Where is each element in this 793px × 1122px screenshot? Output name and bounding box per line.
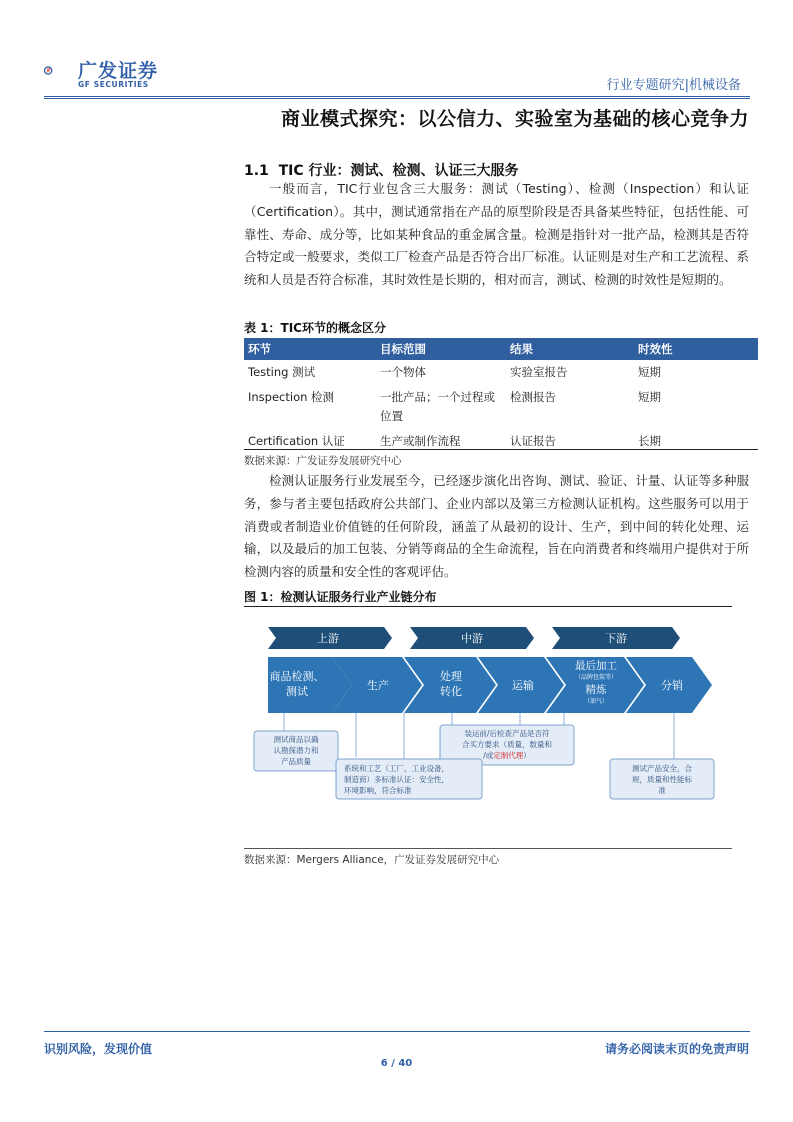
table-bottom-rule [244, 449, 758, 450]
note-text: 环境影响，符合标准 [344, 786, 412, 795]
note-text: 系统和工艺（工厂，工业设备， [344, 764, 449, 773]
tic-table [244, 338, 758, 454]
footer-slogan: 识别风险，发现价值 [44, 1042, 153, 1056]
logo-text-cn: 广发证券 [78, 60, 159, 82]
step-label: 生产 [367, 679, 389, 692]
step-label: 最后加工 [575, 660, 617, 672]
step-label: 测试 [286, 685, 308, 698]
stage-label: 中游 [461, 632, 483, 645]
figure-source: 数据来源：Mergers Alliance，广发证券发展研究中心 [244, 854, 500, 866]
note-text: 准 [658, 786, 666, 795]
report-category: 行业专题研究|机械设备 [606, 78, 741, 93]
table-row [244, 385, 758, 429]
paragraph-1 [244, 178, 749, 292]
page-number: 6 / 40 [380, 1058, 413, 1069]
table-header-cell: 目标范围 [376, 338, 506, 360]
step-label: 分销 [661, 679, 683, 692]
table-cell: 长期 [638, 434, 661, 448]
section-number: 1.1 [244, 163, 269, 179]
note-text: 测试产品安全，合 [632, 764, 692, 773]
step-label: 处理 [440, 670, 462, 683]
section-heading [244, 160, 518, 180]
footer-divider [44, 1031, 750, 1032]
paragraph-2-text: 检测认证服务行业发展至今，已经逐步演化出咨询、测试、验证、计量、认证等多种服务，参与者主要包括政府公共部门、企业内部以及第三方检测认证机构。这些服务可以用于消费或者制造业价值链的任何阶段，涵盖了从最初的设计、生产，到中间的转化处理、运输，以及最后的加工包装、分销等商品的全生命流程，旨在向消费者和终端用户提供对于所检测内容的质量和安全性的客观评估。 [244, 473, 749, 580]
note-text: ） [523, 751, 531, 760]
value-chain-diagram [244, 609, 732, 847]
step-label: 转化 [440, 685, 462, 698]
stage-label: 下游 [605, 632, 627, 645]
table-header-cell: 环节 [244, 338, 376, 360]
table-cell: 一批产品；一个过程或位置 [380, 390, 495, 423]
figure-caption: 图 1：检测认证服务行业产业链分布 [244, 590, 437, 604]
table-cell: 短期 [638, 390, 661, 404]
gf-logo-icon [44, 55, 76, 87]
note-text: 合买方要求（质量，数量和 [462, 740, 552, 749]
table-cell: 实验室报告 [510, 365, 568, 379]
step-label: 运输 [512, 679, 534, 692]
logo-text-en: GF SECURITIES [78, 80, 149, 89]
step-label-small: （油气） [583, 698, 609, 705]
table-cell: 短期 [638, 365, 661, 379]
section-title: TIC 行业：测试、检测、认证三大服务 [278, 163, 519, 179]
table-cell: Certification 认证 [248, 434, 345, 448]
table-header-row [244, 338, 758, 360]
table-caption: 表 1：TIC环节的概念区分 [244, 321, 386, 335]
header-divider-2 [44, 98, 750, 99]
step-label: 精炼 [585, 684, 607, 696]
note-text-line3 [483, 750, 531, 760]
table-row [244, 429, 758, 454]
step-label-small: （品牌包装等） [574, 674, 618, 681]
note-text: 认勘探潜力和 [273, 746, 319, 755]
note-text: 测试商品以确 [273, 735, 319, 744]
footer-disclaimer: 请务必阅读末页的免责声明 [604, 1042, 749, 1056]
note-text-highlight: 定制代理 [493, 751, 524, 760]
table-cell: 生产或制作流程 [380, 434, 461, 448]
figure-top-rule [244, 606, 732, 607]
table-source: 数据来源：广发证券发展研究中心 [244, 455, 402, 467]
table-row [244, 360, 758, 385]
table-cell: 一个物体 [380, 365, 426, 379]
table-cell: Inspection 检测 [248, 390, 335, 404]
table-cell: 认证报告 [510, 434, 556, 448]
note-text: 制造商）多标准认证：安全性， [344, 775, 449, 784]
page-title: 商业模式探究：以公信力、实验室为基础的核心竞争力 [280, 108, 749, 130]
note-text: 产品质量 [281, 757, 311, 766]
stage-label: 上游 [317, 632, 339, 645]
paragraph-1-text: 一般而言，TIC行业包含三大服务：测试（Testing）、检测（Inspection）和认证（Certification）。其中，测试通常指在产品的原型阶段是否具备某些特征，包括性能、可靠性、寿命、成分等，比如某种食品的重金属含量。检测是指针对一批产品，检测其是否符合特定或一般要求，类似工厂检查产品是否符合出厂标准。认证则是对生产和工艺流程、系统和人员是否符合标准，其时效性是长期的，相对而言，测试、检测的时效性是短期的。 [244, 181, 749, 288]
table-header-cell: 结果 [506, 338, 634, 360]
table-cell: Testing 测试 [248, 365, 316, 379]
step-label: 商品检测、 [269, 670, 325, 683]
header-divider [44, 96, 750, 97]
note-text: 装运前/后检查产品是否符 [464, 729, 550, 738]
figure-bottom-rule [244, 848, 732, 849]
note-text: /或 [483, 751, 494, 760]
note-text: 规，质量和性能标 [632, 775, 692, 784]
paragraph-2 [244, 470, 749, 584]
table-cell: 检测报告 [510, 390, 556, 404]
table-header-cell: 时效性 [634, 338, 758, 360]
